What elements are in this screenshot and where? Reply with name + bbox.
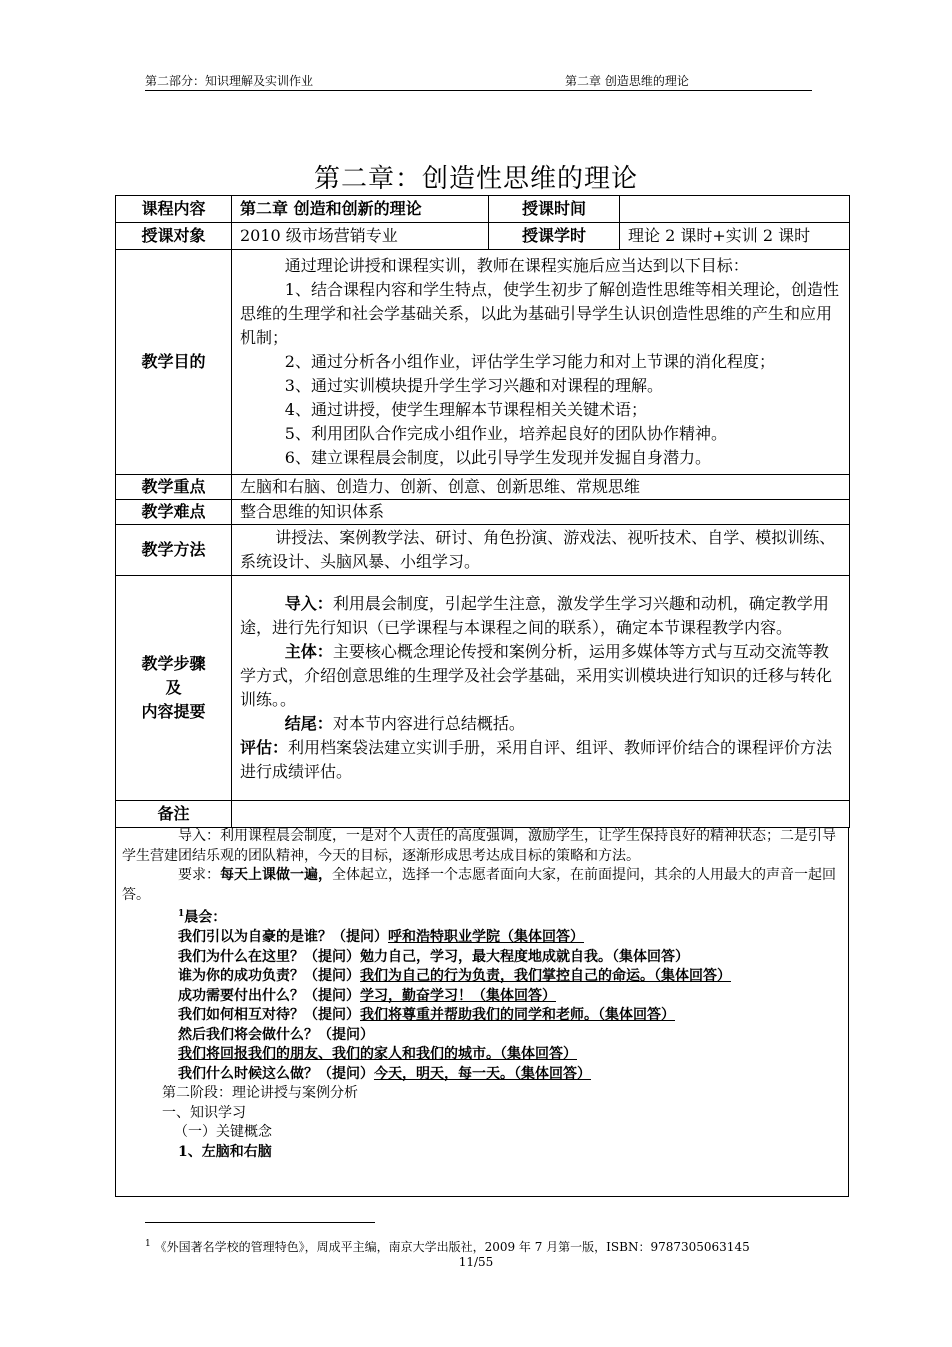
label-audience: 授课对象 — [116, 223, 232, 250]
chant-answer: 我们为自己的行为负责，我们掌控自己的命运。（集体回答） — [360, 968, 731, 985]
req-bold: 每天上课做一遍， — [220, 867, 332, 883]
label-course-content: 课程内容 — [116, 196, 232, 223]
header-right: 第二章 创造思维的理论 — [565, 74, 689, 88]
chant-line — [122, 967, 842, 987]
step-body-text: 主要核心概念理论传授和案例分析，运用多媒体等方式与互动交流等教学方式，介绍创意思维的生理学及社会学基础，采用实训模块进行知识的迁移与转化训练。。 — [240, 642, 833, 709]
stage-two-heading: 第二阶段：理论讲授与案例分析 — [162, 1085, 358, 1102]
morning-label: 晨会： — [184, 909, 227, 926]
step-eval-text: 利用档案袋法建立实训手册，采用自评、组评、教师评价结合的课程评价方法进行成绩评估。 — [240, 738, 833, 781]
chant-answer: 呼和浩特职业学院（集体回答） — [388, 929, 584, 946]
objective-line: 6、建立课程晨会制度，以此引导学生发现并发掘自身潜力。 — [284, 448, 711, 467]
objective-line: 4、通过讲授，使学生理解本节课程相关关键术语； — [284, 400, 647, 419]
value-audience: 2010 级市场营销专业 — [232, 223, 489, 250]
subsection-heading: （一）关键概念 — [174, 1124, 272, 1141]
chant-line: 我们为什么在这里？（提问）勉力自己，学习，最大程度地成就自我。（集体回答） — [178, 948, 689, 965]
step-intro-head: 导入： — [284, 594, 333, 613]
chant-question: 谁为你的成功负责？（提问） — [178, 968, 360, 985]
objective-line: 1、结合课程内容和学生特点，使学生初步了解创造性思维等相关理论，创造性思维的生理学和社会学基础关系，以此为基础引导学生认识创造性思维的产生和应用机制； — [240, 280, 839, 347]
chant-line — [122, 987, 842, 1007]
step-body-head: 主体： — [284, 642, 333, 661]
step-end-head: 结尾： — [284, 714, 333, 733]
objective-line: 3、通过实训模块提升学生学习兴趣和对课程的理解。 — [284, 376, 663, 395]
footnote-mark: 1 — [145, 1239, 151, 1249]
step-intro-text: 利用晨会制度，引起学生注意，激发学生学习兴趣和动机，确定教学用途，进行先行知识（已学课程与本课程之间的联系），确定本节课程教学内容。 — [240, 594, 829, 637]
step-body — [240, 640, 841, 712]
page-title: 第二章：创造性思维的理论 — [313, 164, 638, 194]
label-steps — [116, 576, 232, 801]
label-key-points: 教学重点 — [116, 475, 232, 500]
chant-line — [122, 928, 842, 948]
step-end-text: 对本节内容进行总结概括。 — [332, 714, 525, 733]
course-table — [115, 195, 850, 828]
chant-line: 我们将回报我们的朋友、我们的家人和我们的城市。（集体回答） — [178, 1046, 577, 1063]
value-teaching-time — [620, 196, 850, 223]
footnote-ref: 1 — [178, 909, 185, 919]
step-eval-head: 评估： — [240, 738, 289, 757]
row-course-content — [116, 196, 850, 223]
label-steps-line: 教学步骤 — [141, 654, 206, 673]
label-methods: 教学方法 — [116, 525, 232, 576]
morning-meeting-title — [122, 905, 842, 928]
label-steps-line: 及 — [165, 678, 182, 697]
req-prefix: 要求： — [178, 867, 220, 883]
chant-line — [122, 1065, 842, 1085]
methods-text: 讲授法、案例教学法、研讨、角色扮演、游戏法、视听技术、自学、模拟训练、系统设计、头脑风暴、小组学习。 — [240, 528, 836, 571]
footnote-text: 《外国著名学校的管理特色》，周成平主编，南京大学出版社，2009 年 7 月第一版，ISBN：9787305063145 — [154, 1240, 750, 1254]
chant-line: 然后我们将会做什么？（提问） — [178, 1026, 374, 1043]
chant-line — [122, 1006, 842, 1026]
req-rest: 全体起立，选择一个志愿者面向大家，在前面提问，其余的人用最大的声音一起回答。 — [122, 867, 836, 903]
chant-question: 成功需要付出什么？（提问） — [178, 987, 360, 1004]
chant-answer: 今天，明天，每一天。（集体回答） — [374, 1065, 591, 1082]
row-audience — [116, 223, 850, 250]
label-objectives: 教学目的 — [116, 250, 232, 475]
chant-question: 我们如何相互对待？（提问） — [178, 1007, 360, 1024]
objective-line: 通过理论讲授和课程实训，教师在课程实施后应当达到以下目标： — [284, 256, 749, 275]
notes-requirement — [122, 866, 842, 905]
value-hours: 理论 2 课时+实训 2 课时 — [620, 223, 850, 250]
value-objectives — [232, 250, 850, 475]
label-hours: 授课学时 — [489, 223, 620, 250]
label-teaching-time: 授课时间 — [489, 196, 620, 223]
value-steps — [232, 576, 850, 801]
label-remarks: 备注 — [116, 801, 232, 828]
label-difficulties: 教学难点 — [116, 500, 232, 525]
chant-answer: 我们将尊重并帮助我们的同学和老师。（集体回答） — [360, 1007, 675, 1024]
page-number: 11/55 — [458, 1255, 494, 1269]
notes-intro: 导入：利用课程晨会制度，一是对个人责任的高度强调，激励学生，让学生保持良好的精神状态；二是引导学生营建团结乐观的团队精神，今天的目标，逐渐形成思考达成目标的策略和方法。 — [122, 828, 836, 864]
page-header — [145, 70, 812, 91]
value-key-points: 左脑和右脑、创造力、创新、创意、创新思维、常规思维 — [232, 475, 850, 500]
chant-question: 我们什么时候这么做？（提问） — [178, 1065, 374, 1082]
footnote-divider — [145, 1222, 375, 1223]
step-end — [240, 712, 841, 736]
label-steps-line: 内容提要 — [141, 702, 206, 721]
objective-line: 2、通过分析各小组作业，评估学生学习能力和对上节课的消化程度； — [284, 352, 775, 371]
row-methods — [116, 525, 850, 576]
footnote — [145, 1238, 750, 1255]
step-intro — [240, 592, 841, 640]
chant-question: 我们引以为自豪的是谁？（提问） — [178, 929, 388, 946]
objective-line: 5、利用团队合作完成小组作业，培养起良好的团队协作精神。 — [284, 424, 727, 443]
section-heading: 一、知识学习 — [162, 1104, 246, 1121]
row-remarks — [116, 801, 850, 828]
row-steps — [116, 576, 850, 801]
notes-section — [115, 827, 849, 1197]
row-objectives — [116, 250, 850, 475]
row-key-points — [116, 475, 850, 500]
row-difficulties — [116, 500, 850, 525]
chant-answer: 学习，勤奋学习！（集体回答） — [360, 987, 556, 1004]
header-left: 第二部分：知识理解及实训作业 — [145, 74, 314, 88]
item-heading: 1、左脑和右脑 — [178, 1143, 272, 1160]
value-methods — [232, 525, 850, 576]
value-remarks — [232, 801, 850, 828]
step-eval — [240, 736, 841, 784]
value-course-content: 第二章 创造和创新的理论 — [232, 196, 489, 223]
value-difficulties: 整合思维的知识体系 — [232, 500, 850, 525]
